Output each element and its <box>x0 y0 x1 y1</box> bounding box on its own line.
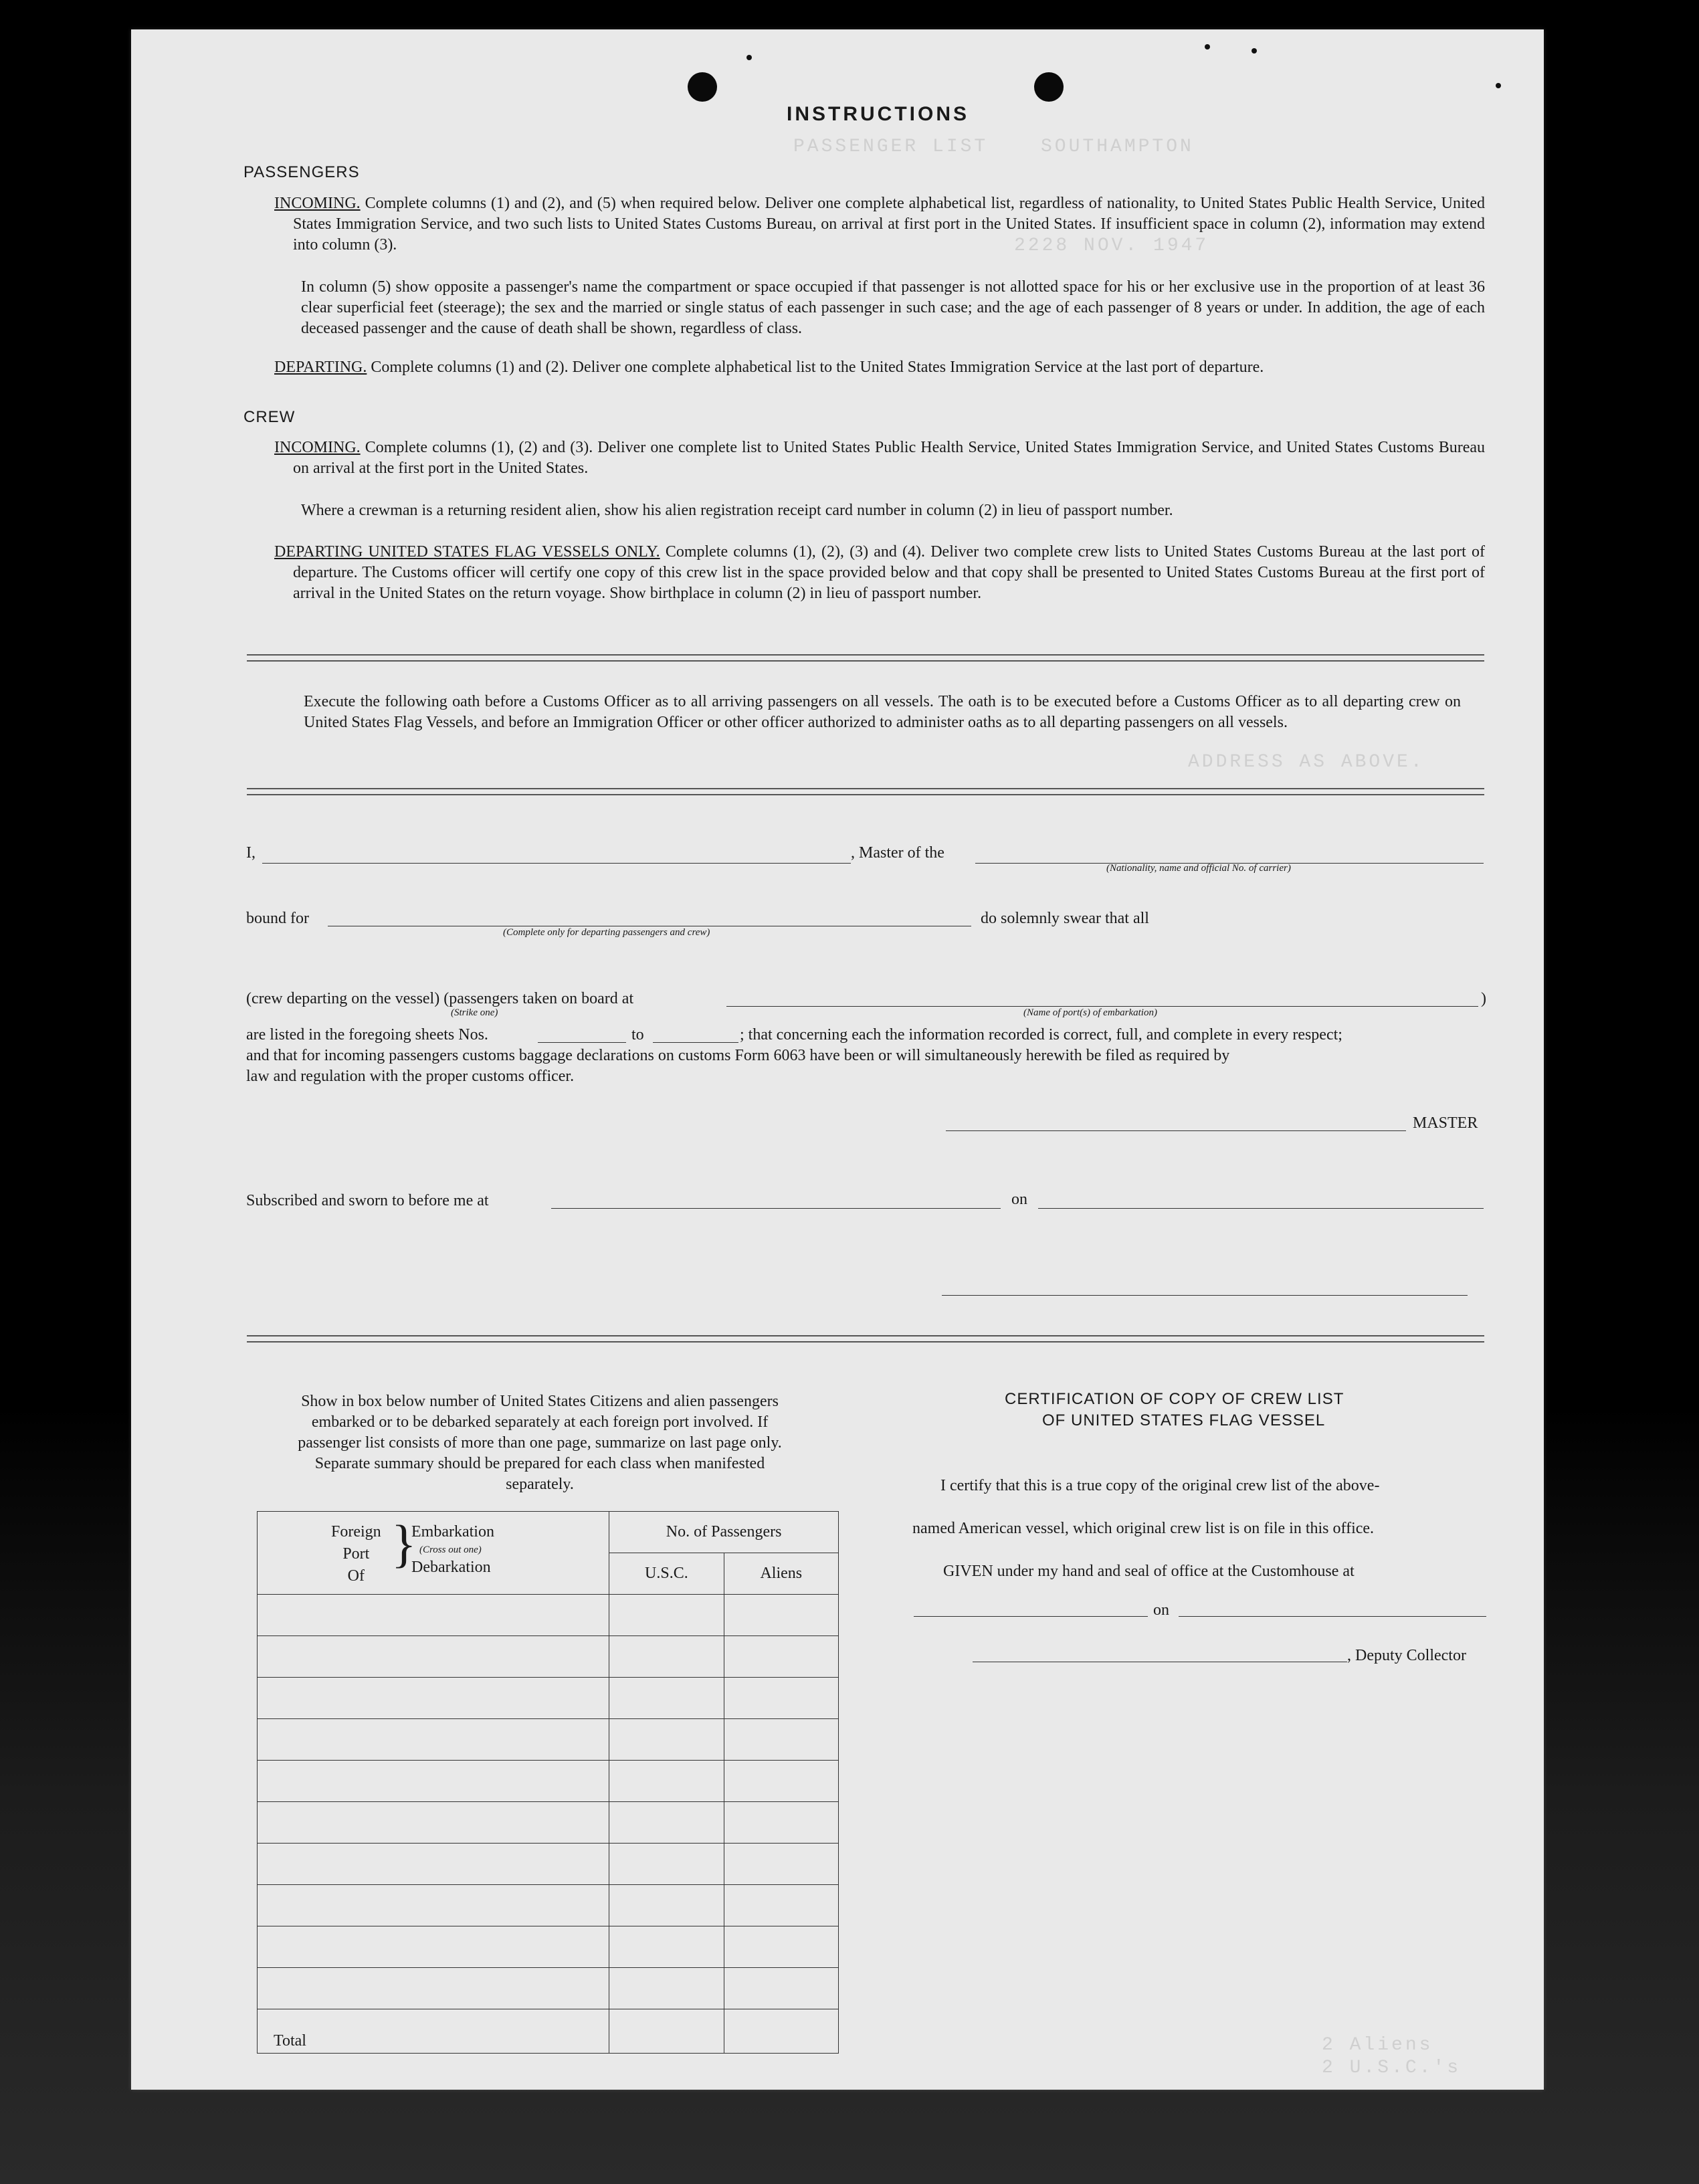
passengers-incoming-text: Complete columns (1) and (2), and (5) when required below. Deliver one complete alphabetical list, regardless of nationality, to United States Public Health Service, United States Immigration Service, and two such lists to United States Customs Bureau, on arrival at first port in the United States. If insufficient space in column (2), information may extend into column (3). <box>293 195 1485 254</box>
port-cell[interactable] <box>258 1844 609 1885</box>
listed-suffix: ; that concerning each the information recorded is correct, full, and complete in every respect; <box>740 1026 1342 1044</box>
speck <box>1252 48 1257 54</box>
punch-hole <box>1034 72 1064 102</box>
port-cell[interactable] <box>258 1885 609 1926</box>
table-row <box>258 1678 839 1719</box>
crew-incoming-paragraph <box>274 437 1485 479</box>
port-cell[interactable] <box>258 1802 609 1844</box>
master-signature-field[interactable] <box>946 1130 1406 1131</box>
subscribed-label: Subscribed and sworn to before me at <box>246 1192 489 1209</box>
sheet-to-field[interactable] <box>653 1042 738 1043</box>
port-cell[interactable] <box>258 1926 609 1968</box>
table-row <box>258 1802 839 1844</box>
bound-for-label: bound for <box>246 910 309 927</box>
listed-prefix: are listed in the foregoing sheets Nos. <box>246 1026 488 1044</box>
embark-header-text <box>411 1521 494 1579</box>
subscribed-date-field[interactable] <box>1038 1208 1484 1209</box>
passengers-incoming-paragraph <box>274 193 1485 256</box>
bleed-through-text: 2228 NOV. 1947 <box>1014 235 1209 256</box>
customhouse-field[interactable] <box>914 1616 1148 1617</box>
port-cell[interactable] <box>258 1678 609 1719</box>
section-heading-crew: CREW <box>243 408 296 426</box>
port-label: Port <box>342 1545 370 1563</box>
aliens-cell[interactable] <box>724 1802 838 1844</box>
certification-line-3: GIVEN under my hand and seal of office at the Customhouse at <box>943 1563 1355 1580</box>
usc-cell[interactable] <box>609 1678 724 1719</box>
embarkation-port-field[interactable] <box>726 1006 1478 1007</box>
punch-hole <box>688 72 717 102</box>
bleed-through-text: 2 Aliens <box>1322 2035 1433 2056</box>
listed-to-label: to <box>631 1026 644 1044</box>
aliens-cell[interactable] <box>724 1761 838 1802</box>
master-of-the-label: , Master of the <box>851 844 944 862</box>
table-row <box>258 1761 839 1802</box>
total-aliens-cell[interactable] <box>724 2009 838 2054</box>
table-row <box>258 1595 839 1636</box>
table-row <box>258 1844 839 1885</box>
passengers-departing-text: Complete columns (1) and (2). Deliver one complete alphabetical list to the United States Immigration Service at the last port of departure. <box>371 359 1264 376</box>
crew-departing-lead: DEPARTING UNITED STATES FLAG VESSELS ONLY. <box>274 543 660 561</box>
divider <box>247 654 1484 662</box>
port-cell[interactable] <box>258 1968 609 2009</box>
listed-line3: law and regulation with the proper customs officer. <box>246 1068 575 1085</box>
aliens-cell[interactable] <box>724 1926 838 1968</box>
speck <box>1205 44 1210 49</box>
subscribed-place-field[interactable] <box>551 1208 1001 1209</box>
section-heading-passengers: PASSENGERS <box>243 163 360 181</box>
divider <box>247 1335 1484 1343</box>
crew-incoming-lead: INCOMING. <box>274 439 361 456</box>
oath-i-label: I, <box>246 844 256 862</box>
total-label: Total <box>258 2009 609 2054</box>
aliens-cell[interactable] <box>724 1885 838 1926</box>
strike-one-note: (Strike one) <box>451 1007 498 1018</box>
usc-cell[interactable] <box>609 1844 724 1885</box>
bleed-through-text: PASSENGER LIST <box>793 136 989 157</box>
aliens-cell[interactable] <box>724 1595 838 1636</box>
certification-heading-2: OF UNITED STATES FLAG VESSEL <box>1042 1411 1326 1429</box>
passengers-departing-paragraph <box>274 357 1485 378</box>
certification-on-label: on <box>1153 1601 1169 1619</box>
usc-cell[interactable] <box>609 1761 724 1802</box>
usc-cell[interactable] <box>609 1719 724 1761</box>
bleed-through-text: ADDRESS AS ABOVE. <box>1188 752 1425 773</box>
bleed-through-text: 2 U.S.C.'s <box>1322 2058 1462 2078</box>
table-row <box>258 1968 839 2009</box>
master-name-field[interactable] <box>262 863 851 864</box>
crew-incoming-text: Complete columns (1), (2) and (3). Deliver one complete list to United States Public Health Service, United States Immigration Service, and United States Customs Bureau on arrival at the first port in the United States. <box>293 439 1486 477</box>
table-row <box>258 1636 839 1678</box>
table-row <box>258 1926 839 1968</box>
crew-departing-text: Complete columns (1), (2), (3) and (4). Deliver two complete crew lists to United States Customs Bureau at the last port of departure. The Customs officer will certify one copy of this crew list in the space provided below and that copy shall be presented to United States Customs Bureau at the first port of arrival in the United States on the return voyage. Show birthplace in column (2) in lieu of passport number. <box>293 543 1485 602</box>
execute-oath-paragraph: Execute the following oath before a Customs Officer as to all arriving passengers on all vessels. The oath is to be executed before a Customs Officer as to all departing crew on United States Flag Vessels, and before an Immigration Officer or other officer authorized to administer oaths as to all departing passengers on all vessels. <box>304 693 1461 731</box>
debarkation-label: Debarkation <box>411 1559 491 1576</box>
form-page <box>131 29 1544 2090</box>
master-label: MASTER <box>1413 1114 1478 1132</box>
usc-header: U.S.C. <box>609 1553 724 1595</box>
solemnly-swear-label: do solemnly swear that all <box>981 910 1149 927</box>
usc-cell[interactable] <box>609 1595 724 1636</box>
speck <box>746 55 752 60</box>
of-label: Of <box>347 1567 365 1585</box>
total-row <box>258 2009 839 2054</box>
aliens-cell[interactable] <box>724 1844 838 1885</box>
no-of-passengers-header: No. of Passengers <box>609 1512 839 1553</box>
speck <box>1496 83 1501 88</box>
foreign-label: Foreign <box>331 1523 381 1541</box>
port-cell[interactable] <box>258 1595 609 1636</box>
port-cell[interactable] <box>258 1636 609 1678</box>
sheet-from-field[interactable] <box>538 1042 626 1043</box>
bleed-through-text: SOUTHAMPTON <box>1041 136 1194 157</box>
aliens-cell[interactable] <box>724 1968 838 2009</box>
page-title: INSTRUCTIONS <box>787 103 969 125</box>
usc-cell[interactable] <box>609 1885 724 1926</box>
table-row <box>258 1885 839 1926</box>
aliens-cell[interactable] <box>724 1678 838 1719</box>
close-paren: ) <box>1481 990 1486 1007</box>
certification-line-2: named American vessel, which original crew list is on file in this office. <box>912 1520 1375 1537</box>
passenger-summary-table <box>257 1511 839 2054</box>
crew-departing-label: (crew departing on the vessel) (passengers taken on board at <box>246 990 634 1007</box>
passengers-incoming-lead: INCOMING. <box>274 195 361 212</box>
usc-cell[interactable] <box>609 1636 724 1678</box>
nationality-note: (Nationality, name and official No. of carrier) <box>1106 863 1291 874</box>
deputy-collector-label: , Deputy Collector <box>1347 1647 1466 1664</box>
aliens-cell[interactable] <box>724 1719 838 1761</box>
listed-line2: and that for incoming passengers customs baggage declarations on customs Form 6063 have been or will simultaneously herewith be filed as required by <box>246 1047 1230 1064</box>
usc-cell[interactable] <box>609 1802 724 1844</box>
certification-date-field[interactable] <box>1179 1616 1486 1617</box>
port-note: (Name of port(s) of embarkation) <box>1023 1007 1157 1018</box>
passengers-column5-paragraph: In column (5) show opposite a passenger's name the compartment or space occupied if that passenger is not allotted space for his or her exclusive use in the proportion of at least 36 clear superficial feet (steerage); the sex and the married or single status of each passenger in such case; and the age of each passenger of 8 years or under. In addition, the age of each deceased passenger and the cause of death shall be shown, regardless of class. <box>301 278 1485 337</box>
cross-out-note: (Cross out one) <box>419 1545 482 1555</box>
table-row <box>258 1719 839 1761</box>
subscribed-on-label: on <box>1011 1191 1027 1208</box>
summary-instructions: Show in box below number of United States Citizens and alien passengers embarked or to be debarked separately at each foreign port involved. If passenger list consists of more than one page, summarize on last page only. Separate summary should be prepared for each class when manifested separately. <box>298 1393 782 1493</box>
usc-cell[interactable] <box>609 1926 724 1968</box>
port-cell[interactable] <box>258 1761 609 1802</box>
usc-cell[interactable] <box>609 1968 724 2009</box>
embarkation-label: Embarkation <box>411 1523 494 1541</box>
aliens-cell[interactable] <box>724 1636 838 1678</box>
aliens-header: Aliens <box>724 1553 838 1595</box>
port-cell[interactable] <box>258 1719 609 1761</box>
brace-icon: } <box>391 1514 417 1573</box>
complete-only-note: (Complete only for departing passengers and crew) <box>503 927 710 938</box>
certification-heading-1: CERTIFICATION OF COPY OF CREW LIST <box>1005 1390 1344 1408</box>
divider <box>247 788 1484 795</box>
port-header-text <box>331 1521 381 1587</box>
total-usc-cell[interactable] <box>609 2009 724 2054</box>
crew-departing-paragraph <box>274 542 1485 604</box>
crew-resident-paragraph: Where a crewman is a returning resident alien, show his alien registration receipt card number in column (2) in lieu of passport number. <box>301 502 1173 519</box>
passengers-departing-lead: DEPARTING. <box>274 359 367 376</box>
officer-signature-field[interactable] <box>942 1295 1468 1296</box>
port-header-cell <box>258 1512 609 1595</box>
certification-line-1: I certify that this is a true copy of the original crew list of the above- <box>940 1477 1380 1494</box>
